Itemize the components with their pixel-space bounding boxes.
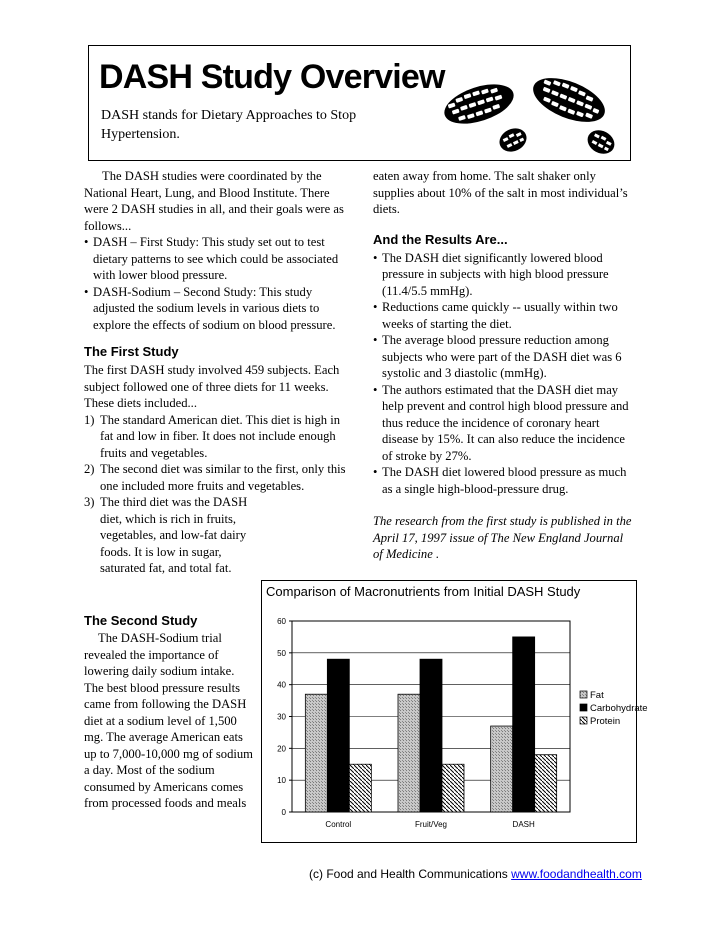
x-tick-label: Control (325, 820, 352, 829)
footer (309, 867, 642, 881)
second-study-heading: The Second Study (84, 613, 198, 628)
citation: The research from the first study is published in the April 17, 1997 issue of The New England Journal of Medicine . (373, 514, 632, 561)
legend-swatch-protein (580, 717, 587, 724)
legend-swatch-fat (580, 691, 587, 698)
bar-fat-control (305, 694, 327, 812)
right-column (373, 168, 635, 563)
x-tick-label: DASH (512, 820, 535, 829)
bar-protein-control (349, 764, 371, 812)
list-number: 2) (84, 462, 95, 476)
list-item: • The DASH diet significantly lowered blood pressure in subjects with high blood pressure (11.4/5.5 mmHg). (373, 250, 635, 300)
list-text: The third diet was the DASH diet, which is rich in fruits, vegetables, and low-fat dairy foods. It is low in sugar, saturated fat, and total fat. (100, 495, 248, 575)
list-item: • DASH – First Study: This study set out to test dietary patterns to see which could be associated with lower blood pressure. (84, 234, 350, 284)
chart-canvas (262, 581, 648, 842)
footprints-icon (441, 60, 621, 158)
legend-label-carbohydrate: Carbohydrate (590, 703, 648, 714)
header-box (88, 45, 631, 161)
page-subtitle: DASH stands for Dietary Approaches to Stop Hypertension. (101, 108, 357, 142)
continuation-paragraph: eaten away from home. The salt shaker only supplies about 10% of the salt in most individual’s diets. (373, 169, 628, 216)
bar-fat-dash (491, 726, 513, 812)
legend-label-protein: Protein (590, 716, 621, 727)
footer-credit: (c) Food and Health Communications (309, 867, 508, 881)
first-study-paragraph: The first DASH study involved 459 subjects. Each subject followed one of three diets for 11 weeks. These diets included... (84, 363, 340, 410)
left-column (84, 168, 350, 577)
bar-fat-fruitveg (398, 694, 420, 812)
study-goals-list (84, 234, 350, 333)
results-heading: And the Results Are... (373, 231, 508, 247)
y-tick-label: 50 (277, 648, 286, 658)
results-list (373, 250, 635, 498)
bar-protein-dash (535, 755, 557, 812)
bar-carbohydrate-fruitveg (420, 659, 442, 812)
y-tick-label: 10 (277, 776, 286, 786)
first-study-heading: The First Study (84, 344, 179, 359)
list-item (84, 412, 350, 462)
page-title: DASH Study Overview (99, 58, 445, 96)
diet-list (84, 412, 350, 577)
y-tick-label: 0 (281, 808, 286, 817)
list-item: • The average blood pressure reduction among subjects who were part of the DASH diet was 6 systolic and 3 diastolic (mmHg). (373, 332, 635, 382)
list-text: The standard American diet. This diet is high in fat and low in fiber. It does not include enough fruits and vegetables. (100, 412, 341, 460)
list-item: • The authors estimated that the DASH diet may help prevent and control high blood pressure and thus reduce the incidence of coronary heart disease by 15%. It can also reduce the incidence of stroke by 27%. (373, 382, 635, 465)
list-item (84, 494, 350, 577)
footer-link[interactable]: www.foodandhealth.com (511, 867, 642, 881)
list-item (84, 461, 350, 494)
list-text: The second diet was similar to the first, only this one included more fruits and vegetables. (100, 462, 346, 493)
second-study-paragraph: The DASH-Sodium trial revealed the importance of lowering daily sodium intake. The best blood pressure results came from following the DASH diet at a sodium level of 1,500 mg. The average American eats up to 7,000-10,000 mg of sodium a day. Most of the sodium consumed by Americans comes from processed foods and meals (84, 631, 253, 810)
list-item: • DASH-Sodium – Second Study: This study adjusted the sodium levels in various diets to explore the effects of sodium on blood pressure. (84, 284, 350, 334)
bar-protein-fruitveg (442, 764, 464, 812)
list-item: • Reductions came quickly -- usually within two weeks of starting the diet. (373, 299, 635, 332)
list-number: 1) (84, 412, 95, 427)
intro-paragraph: The DASH studies were coordinated by the National Heart, Lung, and Blood Institute. There were 2 DASH studies in all, and their goals were as follows... (84, 169, 344, 233)
list-item: • The DASH diet lowered blood pressure as much as a single high-blood-pressure drug. (373, 464, 635, 497)
y-tick-label: 60 (277, 617, 286, 626)
chart-title: Comparison of Macronutrients from Initial DASH Study (266, 584, 581, 599)
y-tick-label: 20 (277, 744, 286, 754)
bar-carbohydrate-control (327, 659, 349, 812)
list-number: 3) (84, 495, 95, 509)
bar-carbohydrate-dash (513, 637, 535, 812)
legend-label-fat: Fat (590, 690, 604, 701)
x-tick-label: Fruit/Veg (414, 820, 448, 829)
macronutrient-chart (261, 580, 648, 843)
legend-swatch-carbohydrate (580, 704, 587, 711)
y-tick-label: 40 (277, 680, 286, 690)
second-study-section (84, 613, 254, 812)
y-tick-label: 30 (277, 712, 286, 722)
